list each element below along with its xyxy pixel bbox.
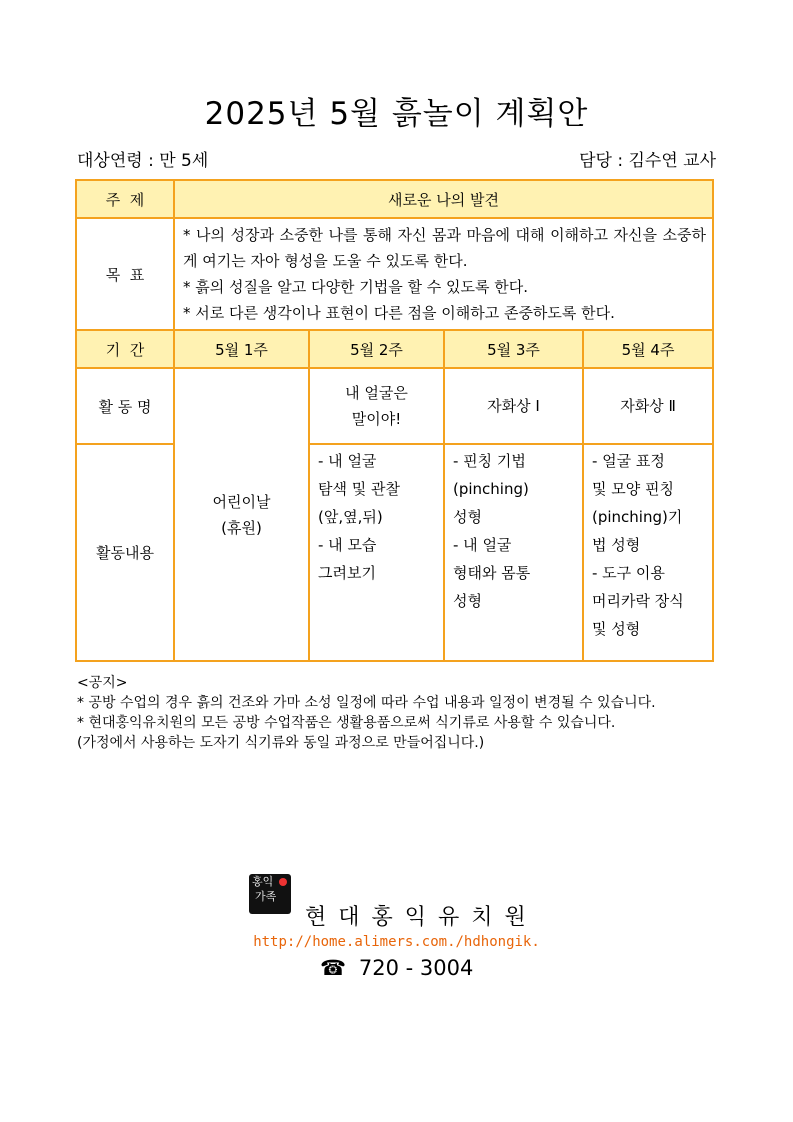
- notice-heading: <공지>: [77, 675, 128, 691]
- activity-name-line: 내 얼굴은: [345, 384, 408, 402]
- theme-value: 새로운 나의 발견: [174, 180, 713, 218]
- content-line: - 내 얼굴: [453, 536, 512, 554]
- phone-icon: ☎: [320, 956, 347, 980]
- content-line: 탐색 및 관찰: [318, 480, 400, 498]
- goal-item: * 서로 다른 생각이나 표현이 다른 점을 이해하고 존중하도록 한다.: [183, 304, 615, 322]
- content-line: 법 성형: [592, 536, 641, 554]
- content-line: - 내 모습: [318, 536, 377, 554]
- content-line: - 얼굴 표정: [592, 452, 665, 470]
- logo-text-top: 홍익: [252, 875, 274, 888]
- content-line: (앞,옆,뒤): [318, 508, 383, 526]
- activity-name-line: 말이야!: [351, 410, 402, 428]
- content-line: 형태와 몸통: [453, 564, 531, 582]
- week-4-activity-name: 자화상 Ⅱ: [583, 368, 713, 444]
- activity-name-label: 활 동 명: [76, 368, 174, 444]
- content-line: (pinching): [453, 480, 529, 498]
- activity-content-label: 활동내용: [76, 444, 174, 661]
- goal-item: * 흙의 성질을 알고 다양한 기법을 할 수 있도록 한다.: [183, 278, 528, 296]
- content-line: - 핀칭 기법: [453, 452, 526, 470]
- week-3-activity-name: 자화상 Ⅰ: [444, 368, 583, 444]
- content-line: 성형: [453, 508, 482, 526]
- week-3-content: [444, 444, 583, 661]
- phone-number-line: [320, 956, 473, 980]
- week-2-activity-name: [309, 368, 444, 444]
- phone-number: 720 - 3004: [358, 956, 474, 980]
- holiday-name: 어린이날: [212, 492, 271, 511]
- target-age: 대상연령 : 만 5세: [77, 151, 209, 171]
- website-link[interactable]: http://home.alimers.com./hdhongik.: [253, 934, 540, 950]
- logo-text-bottom: 가족: [255, 890, 277, 903]
- plan-table: [75, 179, 714, 662]
- kindergarten-logo: [249, 874, 291, 914]
- week-4-header: 5월 4주: [583, 330, 713, 368]
- notice-section: [77, 673, 719, 753]
- content-line: 및 모양 핀칭: [592, 480, 674, 498]
- notice-line: * 공방 수업의 경우 흙의 건조와 가마 소성 일정에 따라 수업 내용과 일정이 변경될 수 있습니다.: [77, 695, 656, 711]
- week-1-holiday: [174, 368, 309, 661]
- week-4-content: [583, 444, 713, 661]
- holiday-note: (휴원): [221, 518, 262, 537]
- notice-line: * 현대홍익유치원의 모든 공방 수업작품은 생활용품으로써 식기류로 사용할 수 있습니다.: [77, 715, 616, 731]
- week-1-header: 5월 1주: [174, 330, 309, 368]
- period-label: 기 간: [76, 330, 174, 368]
- goal-item: * 나의 성장과 소중한 나를 통해 자신 몸과 마음에 대해 이해하고 자신을 소중하게 여기는 자아 형성을 도울 수 있도록 한다.: [183, 226, 707, 270]
- kindergarten-name: 현대홍익유치원: [305, 905, 538, 930]
- week-2-header: 5월 2주: [309, 330, 444, 368]
- content-line: - 내 얼굴: [318, 452, 377, 470]
- content-line: (pinching)기: [592, 508, 683, 526]
- content-line: 그려보기: [318, 564, 376, 582]
- notice-line: (가정에서 사용하는 도자기 식기류와 동일 과정으로 만들어집니다.): [77, 735, 485, 751]
- teacher: 담당 : 김수연 교사: [579, 151, 716, 171]
- content-line: 성형: [453, 592, 482, 610]
- goals-cell: [174, 218, 713, 330]
- week-3-header: 5월 3주: [444, 330, 583, 368]
- logo-dot: [279, 878, 287, 886]
- page-title: 2025년 5월 흙놀이 계획안: [204, 96, 589, 132]
- week-2-content: [309, 444, 444, 661]
- goal-label: 목 표: [76, 218, 174, 330]
- theme-label: 주 제: [76, 180, 174, 218]
- content-line: 및 성형: [592, 620, 641, 638]
- content-line: - 도구 이용: [592, 564, 665, 582]
- content-line: 머리카락 장식: [592, 592, 684, 610]
